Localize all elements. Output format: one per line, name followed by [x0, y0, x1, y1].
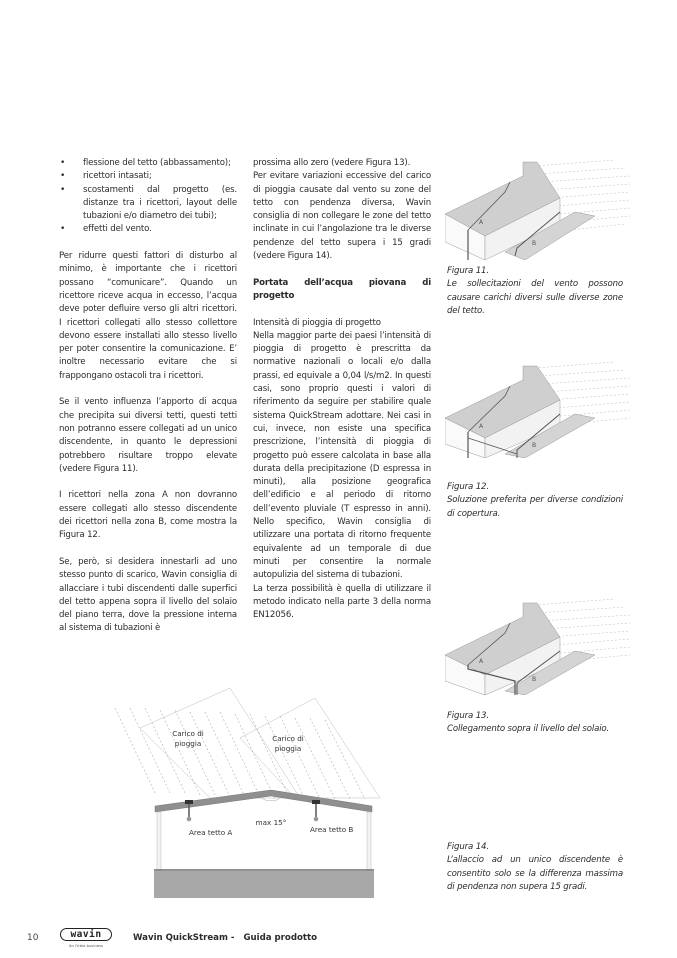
- logo-tagline: An Orbia business: [68, 943, 104, 948]
- subheading: Intensità di pioggia di progetto: [253, 317, 381, 328]
- figure-title: Figura 11.: [447, 266, 489, 276]
- zone-b-label: B: [532, 240, 537, 247]
- section-heading: Portata dell’acqua piovana di progetto: [253, 277, 431, 301]
- paragraph: Se, però, si desidera innestarli ad uno stesso punto di scarico, Wavin consiglia di allacciare i tubi discendenti dalle superfici del tetto appena sopra il livello del solaio del piano terra, dove la pressione interna al sistema di tubazioni è: [59, 556, 237, 634]
- rain-load-label-left: Carico di: [172, 729, 204, 738]
- figure-13-caption: [447, 710, 623, 737]
- logo-wordmark: wavin: [60, 928, 112, 941]
- paragraph: Se il vento influenza l’apporto di acqua che precipita sui diversi tetti, questi tetti non potranno essere collegati ad un unico discendente, in quanto le depressioni potrebbero risultare troppo elevate (vedere Figura 11).: [59, 397, 237, 474]
- zone-b-label: B: [532, 442, 537, 449]
- zone-a-label: A: [479, 219, 484, 226]
- figure-11-illustration: [445, 152, 635, 260]
- disturbance-factors-list: [59, 157, 237, 237]
- max-angle-label: max 15°: [255, 818, 287, 827]
- zone-a-label: A: [479, 658, 484, 665]
- figure-12-illustration: [445, 358, 635, 458]
- paragraph: La terza possibilità è quella di utilizzare il metodo indicato nella parte 3 della norma EN12056.: [253, 583, 431, 621]
- rain-load-label-left: pioggia: [174, 739, 202, 748]
- list-item: • flessione del tetto (abbassamento);: [59, 157, 237, 170]
- wavin-logo: [60, 928, 112, 948]
- figure-description: Le sollecitazioni del vento possono causare carichi diversi sulle diverse zone del tetto.: [447, 279, 623, 316]
- rain-load-label-right: Carico di: [272, 734, 304, 743]
- figure-12-caption: [447, 481, 623, 521]
- figure-title: Figura 13.: [447, 711, 489, 721]
- figure-title: Figura 12.: [447, 482, 489, 492]
- figure-14-illustration: [110, 688, 380, 898]
- list-item: • effetti del vento.: [59, 223, 237, 236]
- figure-title: Figura 14.: [447, 842, 489, 852]
- page-number: 10: [27, 933, 39, 943]
- figure-description: Soluzione preferita per diverse condizioni di copertura.: [447, 495, 623, 519]
- paragraph: I ricettori nella zona A non dovranno essere collegati allo stesso discendente dei ricettori nella zona B, come mostra la Figura 12.: [59, 490, 237, 541]
- document-title: Wavin QuickStream - Guida prodotto: [133, 933, 317, 943]
- figure-description: L’allaccio ad un unico discendente è consentito solo se la differenza massima di pendenza non supera 15 gradi.: [447, 855, 623, 892]
- list-item: • scostamenti dal progetto (es. distanze tra i ricettori, layout delle tubazioni e/o diametro dei tubi);: [59, 184, 237, 224]
- list-item: • ricettori intasati;: [59, 170, 237, 183]
- paragraph: Per ridurre questi fattori di disturbo al minimo, è importante che i ricettori possano “comunicare”. Quando un ricettore riceve acqua in eccesso, l’acqua deve poter defluire verso gli altri ricettori. I ricettori collegati allo stesso collettore devono essere installati allo stesso livello per poter consentire la comunicazione. E’ inoltre necessario evitare che si frappongano ostacoli tra i ricettori.: [59, 251, 237, 381]
- figure-11-caption: [447, 265, 623, 318]
- figure-description: Collegamento sopra il livello del solaio.: [447, 724, 610, 735]
- roof-area-a-label: Area tetto A: [189, 828, 233, 837]
- zone-b-label: B: [532, 676, 537, 683]
- figure-14-caption: [447, 841, 623, 894]
- zone-a-label: A: [479, 423, 484, 430]
- roof-area-b-label: Area tetto B: [310, 825, 354, 834]
- text-column-1: [59, 157, 237, 636]
- rain-load-label-right: pioggia: [274, 744, 302, 753]
- figure-13-illustration: [445, 595, 635, 695]
- text-column-2: [253, 157, 431, 622]
- paragraph: prossima allo zero (vedere Figura 13).: [253, 158, 411, 168]
- paragraph: Nella maggior parte dei paesi l’intensità di pioggia di progetto è prescritta da normative nazionali o locali e/o dalla prassi, ed equivale a 0,04 l/s/m2. In questi casi, sono proprio questi i valori di riferimento da seguire per stabilire quale sistema QuickStream adottare. Nei casi in cui, invece, non esiste una specifica prescrizione, l’intensità di pioggia di progetto può essere calcolata in base alla durata della precipitazione (D espressa in minuti), alla posizione geografica dell’edificio e al periodo di ritorno dell’evento pluviale (T espresso in anni). Nello specifico, Wavin consiglia di utilizzare una portata di ritorno frequente equivalente ad un temporale di due minuti per consentire la normale autopulizia del sistema di tubazioni.: [253, 330, 431, 581]
- paragraph: Per evitare variazioni eccessive del carico di pioggia causate dal vento su zone del tetto con pendenza diversa, Wavin consiglia di non collegare le zone del tetto inclinate in cui l’angolazione tra le diverse pendenze del tetto supera i 15 gradi (vedere Figura 14).: [253, 171, 431, 262]
